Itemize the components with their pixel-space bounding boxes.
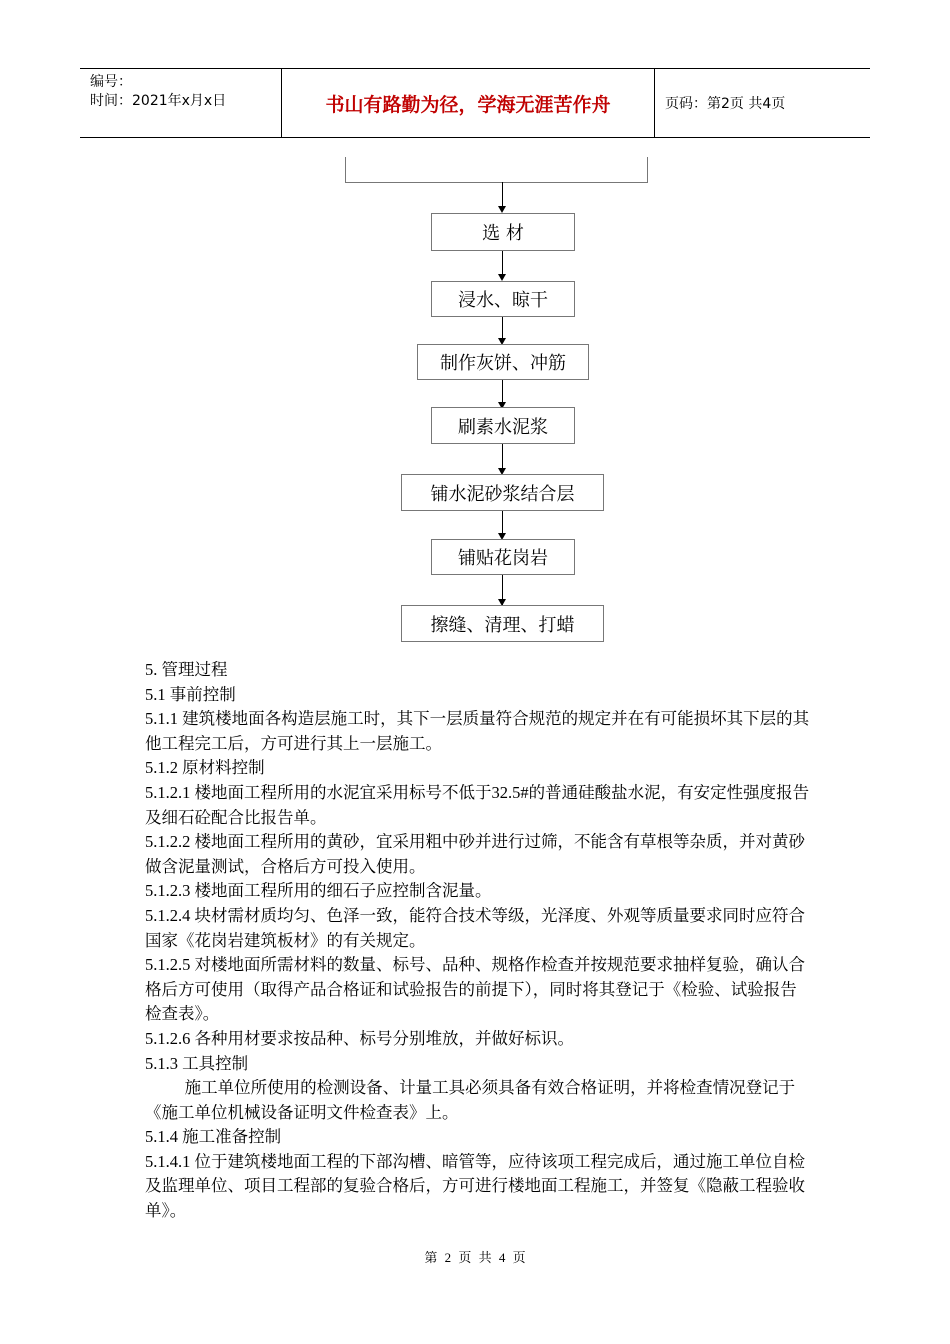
paragraph: 5.1.2.3 楼地面工程所用的细石子应控制含泥量。	[145, 881, 492, 901]
paragraph: 5.1.1 建筑楼地面各构造层施工时，其下一层质量符合规范的规定并在有可能损坏其下层的其他工程完工后，方可进行其上一层施工。	[145, 709, 810, 753]
paragraph: 5.1.2.5 对楼地面所需材料的数量、标号、品种、规格作检查并按规范要求抽样复验，确认合格后方可使用（取得产品合格证和试验报告的前提下），同时将其登记于《检验、试验报告检查表》。	[145, 955, 805, 1024]
paragraph: 5.1.2.6 各种用材要求按品种、标号分别堆放，并做好标识。	[145, 1028, 574, 1048]
paragraph: 5.1.4.1 位于建筑楼地面工程的下部沟槽、暗管等，应待该项工程完成后，通过施工单位自检及监理单位、项目工程部的复验合格后，方可进行楼地面工程施工，并签复《隐蔽工程验收单》。	[145, 1151, 805, 1221]
flow-step: 刷素水泥浆	[431, 407, 575, 444]
paragraph: 5.1.2.1 楼地面工程所用的水泥宜采用标号不低于32.5#的普通硅酸盐水泥，有安定性强度报告及细石砼配合比报告单。	[145, 782, 810, 827]
flow-step: 制作灰饼、冲筋	[417, 344, 589, 380]
document-date: 时间：2021年x月x日	[90, 93, 227, 109]
arrow-down-icon	[498, 206, 506, 213]
flow-step: 铺水泥砂浆结合层	[401, 474, 604, 511]
flow-step: 选 材	[431, 213, 575, 251]
section-heading: 5.1.3 工具控制	[145, 1053, 249, 1073]
flow-step: 擦缝、清理、打蜡	[401, 605, 604, 642]
header-page-info: 页码：第2页 共4页	[665, 96, 786, 112]
flow-step: 铺贴花岗岩	[431, 539, 575, 575]
section-heading: 5.1 事前控制	[145, 684, 236, 704]
document-body	[145, 658, 813, 1224]
header-motto: 书山有路勤为径，学海无涯苦作舟	[325, 93, 611, 116]
section-heading: 5.1.2 原材料控制	[145, 758, 265, 778]
paragraph: 施工单位所使用的检测设备、计量工具必须具备有效合格证明，并将检查情况登记于《施工单位机械设备证明文件检查表》上。	[145, 1078, 796, 1122]
page-footer: 第 2 页 共 4 页	[424, 1250, 526, 1265]
arrow-down-icon	[498, 274, 506, 281]
document-header	[80, 68, 870, 138]
paragraph: 5.1.2.2 楼地面工程所用的黄砂，宜采用粗中砂并进行过筛，不能含有草根等杂质，并对黄砂做含泥量测试，合格后方可投入使用。	[145, 832, 805, 876]
document-number-label: 编号：	[90, 74, 132, 90]
section-heading: 5. 管理过程	[145, 660, 228, 679]
header-meta	[90, 73, 226, 111]
section-heading: 5.1.4 施工准备控制	[145, 1127, 282, 1147]
flowchart-top-connector	[345, 157, 648, 183]
header-divider	[654, 69, 655, 137]
flow-step: 浸水、晾干	[431, 281, 575, 317]
paragraph: 5.1.2.4 块材需材质均匀、色泽一致，能符合技术等级，光泽度、外观等质量要求同时应符合国家《花岗岩建筑板材》的有关规定。	[145, 905, 805, 950]
